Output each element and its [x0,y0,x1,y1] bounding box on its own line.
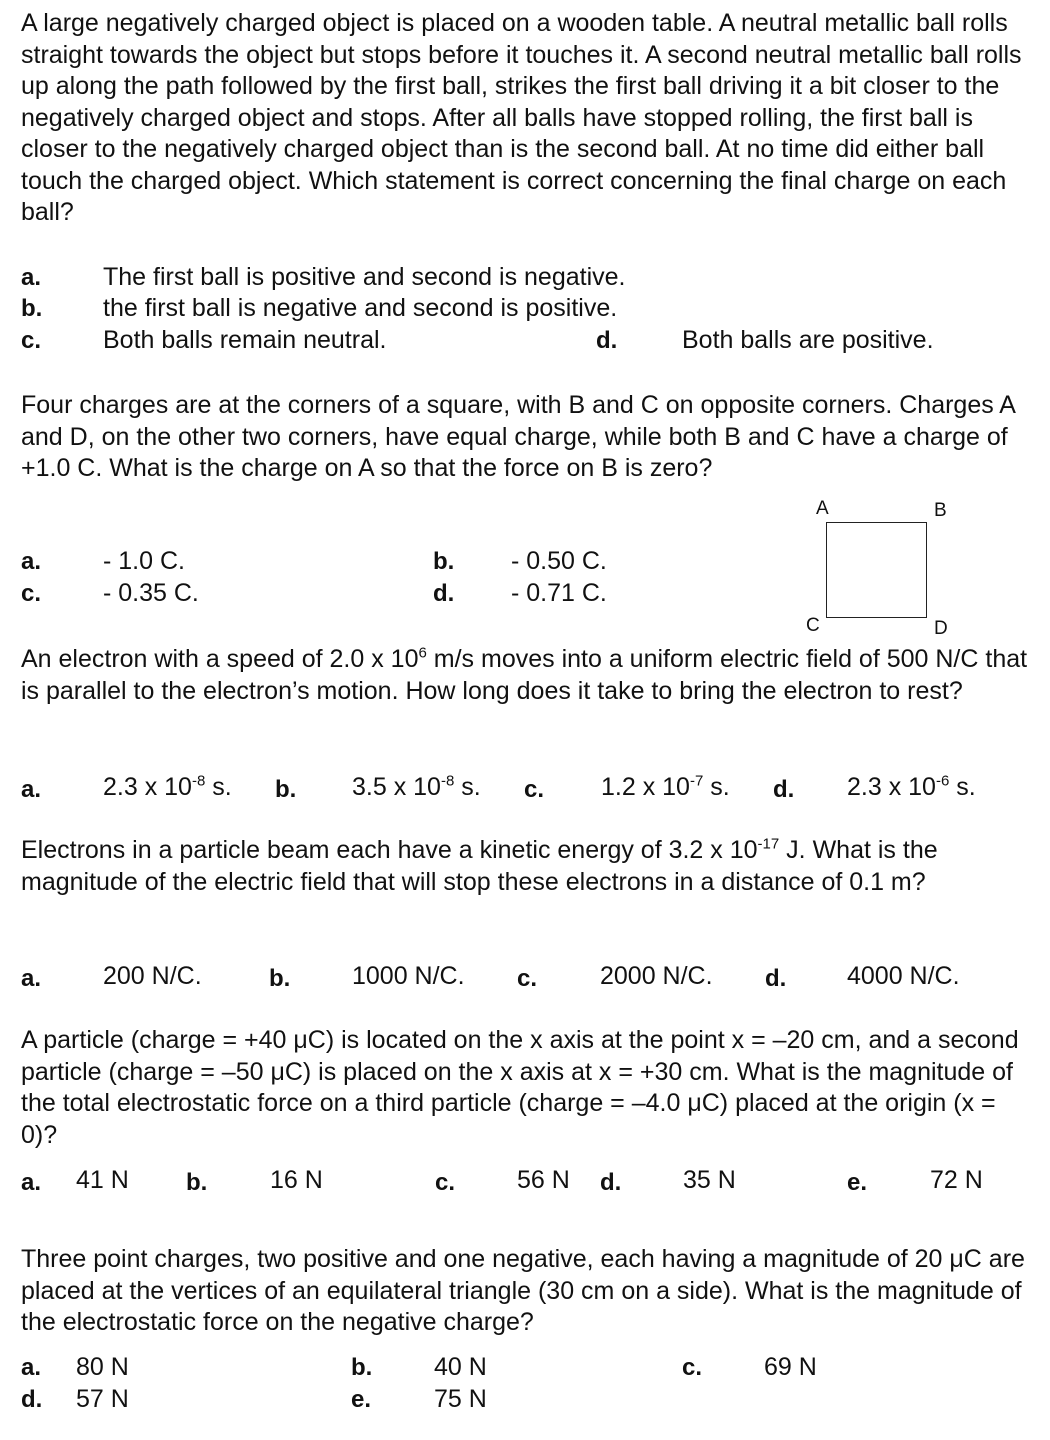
q3-stem-post: m/s moves into a uniform electric field of 500 N/C that is parallel to the electron’s motion. How long does it take to bring the electron to rest? [21,645,1028,705]
q3-stem-pre: An electron with a speed of 2.0 x 10 [21,645,419,673]
q6-option-d-text: 57 N [76,1385,129,1413]
question-6-stem: Three point charges, two positive and one negative, each having a magnitude of 20 μC are placed at the vertices of an equilateral triangle (30 cm on a side). What is the magnitude of the electrostatic force on the negative charge? [21,1245,1025,1336]
question-1-stem: A large negatively charged object is placed on a wooden table. A neutral metallic ball rolls straight towards the object but stops before it touches it. A second neutral metallic ball rolls up along the path followed by the first ball, strikes the first ball driving it a bit closer to the negatively charged object and stops. After all balls have stopped rolling, the first ball is closer to the negatively charged object than is the second ball. At no time did either ball touch the charged object. Which statement is correct concerning the final charge on each ball? [21,9,1022,226]
corner-label-d: D [934,618,948,639]
q3-stem-exponent: 6 [418,644,427,662]
q5-option-d-label: d. [600,1169,622,1196]
q3-option-a-mantissa: 2.3 x 10 [103,773,192,801]
q4-option-b-label: b. [269,965,291,992]
q3-options-row [21,772,1031,806]
q2-option-d-text: - 0.71 C. [511,579,607,607]
q2-option-d-label: d. [433,580,455,607]
q6-option-a-label: a. [21,1354,42,1381]
q5-option-b-text: 16 N [270,1166,323,1194]
q3-option-b-mantissa: 3.5 x 10 [352,773,441,801]
q4-stem-exponent: -17 [757,835,780,853]
q5-option-a-text: 41 N [76,1166,129,1194]
question-4-stem [21,835,1031,898]
question-3-stem [21,644,1031,707]
q1-option-a-text: The first ball is positive and second is negative. [103,263,626,291]
q4-options-row [21,961,1031,995]
q6-option-a-text: 80 N [76,1353,129,1381]
q1-option-c-text: Both balls remain neutral. [103,326,387,354]
q6-option-d-label: d. [21,1386,43,1413]
q4-stem-post: J. What is the magnitude of the electric field that will stop these electrons in a distance of 0.1 m? [21,836,938,896]
q2-option-c-label: c. [21,580,42,607]
q4-option-a-text: 200 N/C. [103,962,202,990]
question-2-stem: Four charges are at the corners of a square, with B and C on opposite corners. Charges A and D, on the other two corners, have equal charge, while both B and C have a charge of +1.0 C. What is the charge on A so that the force on B is zero? [21,391,1015,482]
q5-option-d-text: 35 N [683,1166,736,1194]
q4-option-d-label: d. [765,965,787,992]
corner-label-b: B [934,500,947,521]
q6-option-c-label: c. [682,1354,703,1381]
q4-stem-pre: Electrons in a particle beam each have a kinetic energy of 3.2 x 10 [21,836,758,864]
q3-option-c-text [601,772,730,803]
q3-option-c-label: c. [524,776,545,803]
corner-label-a: A [816,498,829,519]
q6-option-c-text: 69 N [764,1353,817,1381]
q2-option-a-text: - 1.0 C. [103,547,185,575]
question-5-stem: A particle (charge = +40 μC) is located on the x axis at the point x = –20 cm, and a second particle (charge = –50 μC) is placed on the x axis at x = +30 cm. What is the magnitude of the total electrostatic force on a third particle (charge = –4.0 μC) placed at the origin (x = 0)? [21,1026,1019,1149]
q3-option-d-exponent: -6 [935,772,950,790]
q3-option-b-text [352,772,481,803]
q3-option-b-label: b. [275,776,297,803]
q5-option-a-label: a. [21,1169,42,1196]
q1-option-c-label: c. [21,327,42,354]
q1-option-d-text: Both balls are positive. [682,326,934,354]
q3-option-d-text [847,772,976,803]
q4-option-d-text: 4000 N/C. [847,962,960,990]
q4-option-c-text: 2000 N/C. [600,962,713,990]
q3-option-b-exponent: -8 [440,772,455,790]
q3-option-d-unit: s. [949,773,976,801]
q5-option-c-label: c. [435,1169,456,1196]
q1-option-d-label: d. [596,327,618,354]
q3-option-d-mantissa: 2.3 x 10 [847,773,936,801]
corner-label-c: C [806,615,820,636]
q3-option-a-text [103,772,232,803]
q3-option-a-exponent: -8 [191,772,206,790]
q1-option-b-label: b. [21,295,43,322]
q3-option-c-mantissa: 1.2 x 10 [601,773,690,801]
q5-option-e-text: 72 N [930,1166,983,1194]
q4-option-c-label: c. [517,965,538,992]
q5-option-b-label: b. [186,1169,208,1196]
q1-option-b-text: the first ball is negative and second is positive. [103,294,618,322]
q2-option-b-label: b. [433,548,455,575]
square-diagram [826,522,927,618]
q6-option-e-label: e. [351,1386,372,1413]
q5-option-c-text: 56 N [517,1166,570,1194]
q3-option-a-label: a. [21,776,42,803]
q2-option-c-text: - 0.35 C. [103,579,199,607]
q6-option-b-label: b. [351,1354,373,1381]
q6-option-b-text: 40 N [434,1353,487,1381]
q2-option-b-text: - 0.50 C. [511,547,607,575]
q2-option-a-label: a. [21,548,42,575]
q3-option-c-unit: s. [703,773,730,801]
q3-option-a-unit: s. [205,773,232,801]
q5-option-e-label: e. [847,1169,868,1196]
q3-option-d-label: d. [773,776,795,803]
q4-option-b-text: 1000 N/C. [352,962,465,990]
q5-options-row [21,1165,1031,1199]
q3-option-b-unit: s. [454,773,481,801]
q6-option-e-text: 75 N [434,1385,487,1413]
q3-option-c-exponent: -7 [689,772,704,790]
q4-option-a-label: a. [21,965,42,992]
q1-option-a-label: a. [21,264,42,291]
